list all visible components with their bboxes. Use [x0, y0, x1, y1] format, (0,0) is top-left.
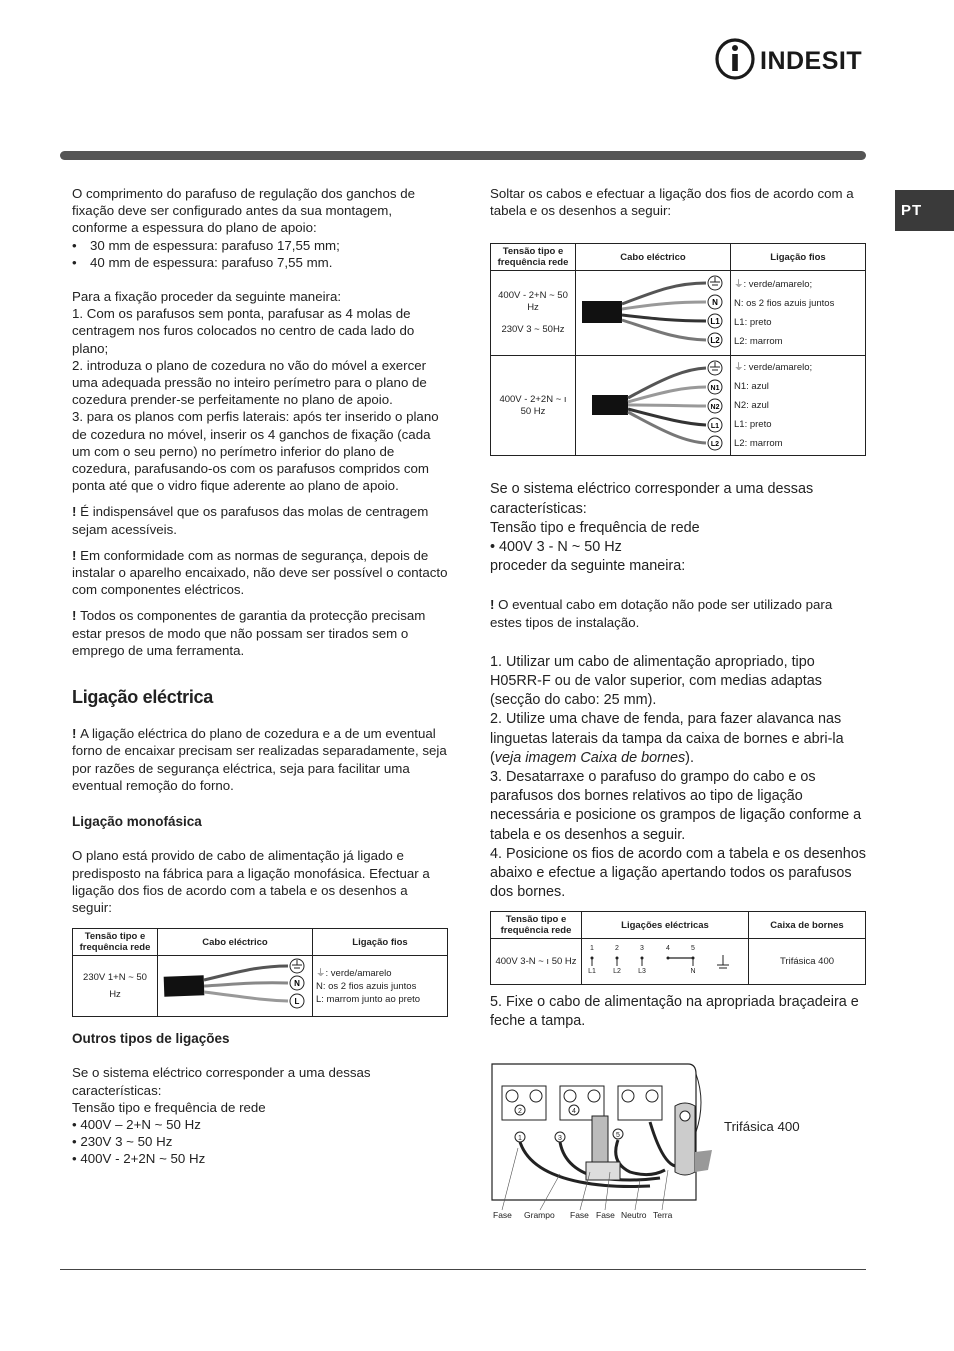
- terminal-label: N1: [710, 384, 720, 392]
- cable-drawing-cell: [576, 356, 731, 456]
- terminal-label: N: [712, 298, 718, 308]
- svg-text:3: 3: [558, 1135, 562, 1142]
- terminal-diagram-cell: [582, 939, 749, 984]
- note: ! Todos os componentes de garantia da protecção precisam estar presos de modo que não possam ser tirados sem o emprego de uma ferramenta.: [72, 608, 426, 658]
- table-header: Ligação fios: [313, 929, 448, 956]
- wires-cell: ⏚: verde/amarelo; N: os 2 fios azuis juntos L1: preto L2: marrom: [731, 271, 866, 356]
- paragraph: 3. para os planos com perfis laterais: após ter inserido o plano de cozedura no móvel, inserir os 4 ganchos de fixação (cada um com o seu perno) no perímetro inferior do plano de cozedura, parafusando-os com os parafusos compridos com ponta até que o vidro fique aderente ao plano de apoio.: [72, 409, 439, 494]
- terminal-label: L1: [710, 422, 720, 430]
- svg-text:1: 1: [590, 945, 594, 953]
- paragraph: Para a fixação proceder da seguinte maneira:: [72, 289, 342, 305]
- note: ! É indispensável que os parafusos das molas de centragem sejam acessíveis.: [72, 504, 429, 537]
- step: 2. Utilize uma chave de fenda, para fazer alavanca nas linguetas laterais da tampa da caixa de bornes e abri-la (veja imagem Caixa de bornes).: [490, 711, 844, 766]
- terminal-table: [490, 911, 866, 984]
- cable-drawing: [576, 271, 728, 355]
- svg-text:4: 4: [666, 945, 670, 953]
- list-item: • 40 mm de espessura: parafuso 7,55 mm.: [72, 254, 333, 270]
- svg-text:1: 1: [518, 1135, 522, 1142]
- step: 1. Utilizar um cabo de alimentação apropriado, tipo H05RR-F ou de valor superior, com medias adaptas (secção do cabo: 25 mm).: [490, 653, 822, 709]
- paragraph: Tensão tipo e frequência de rede: [490, 519, 700, 536]
- list-item: • 230V 3 ~ 50 Hz: [72, 1134, 173, 1150]
- terminal-label: L2: [710, 336, 720, 346]
- paragraph: Se o sistema eléctrico corresponder a uma dessas características:: [490, 481, 814, 517]
- cable-drawing-cell: [576, 271, 731, 356]
- terminal-label: N2: [710, 403, 720, 411]
- svg-text:4: 4: [572, 1108, 576, 1115]
- right-column: [490, 185, 866, 1031]
- cable-drawing: [576, 357, 728, 455]
- terminal-box-figure: [490, 1062, 716, 1222]
- subsection-title: Ligação monofásica: [72, 814, 202, 830]
- paragraph: Tensão tipo e frequência de rede: [72, 1099, 266, 1115]
- brand-text: INDESIT: [760, 47, 863, 75]
- section-title: Ligação eléctrica: [72, 687, 213, 708]
- language-tab: PT: [895, 190, 954, 231]
- figure-callout: Terra: [653, 1210, 673, 1220]
- cable-drawing: [158, 956, 310, 1016]
- step: 3. Desatarraxe o parafuso do grampo do cabo e os parafusos dos bornes relativos ao tipo de ligação necessária e posicione os grampos de ligação conforme a tabela e os desenhos a seguir.: [490, 769, 862, 843]
- svg-text:2: 2: [518, 1108, 522, 1115]
- figure-callout: Fase: [596, 1210, 615, 1220]
- table-header: Tensão tipo e frequência rede: [73, 929, 158, 956]
- table-header: Tensão tipo e frequência rede: [491, 912, 582, 939]
- svg-text:3: 3: [640, 945, 644, 953]
- svg-text:5: 5: [691, 945, 695, 953]
- subsection-title: Outros tipos de ligações: [72, 1031, 230, 1047]
- table-header: Cabo eléctrico: [576, 244, 731, 271]
- step: 5. Fixe o cabo de alimentação na apropriada braçadeira e feche a tampa.: [490, 993, 859, 1029]
- earth-icon: ⏚: [734, 362, 744, 374]
- table-header: Ligações eléctricas: [582, 912, 749, 939]
- list-item: • 30 mm de espessura: parafuso 17,55 mm;: [72, 237, 340, 253]
- table-cell: Trifásica 400: [749, 939, 866, 984]
- table-cell: 400V - 2+N ~ 50 Hz 230V 3 ~ 50Hz: [491, 271, 576, 356]
- note: ! Em conformidade com as normas de segurança, depois de instalar o aparelho encaixado, não deve ser possível o contacto com componentes eléctricos.: [72, 547, 448, 598]
- svg-text:N: N: [690, 968, 696, 976]
- bottom-rule: [60, 1269, 866, 1270]
- paragraph: O plano está provido de cabo de alimentação já ligado e predisposto na fábrica para a ligação monofásica. Efectuar a ligação dos fios de acordo com a tabela e os desenhos a seguir:: [72, 848, 430, 915]
- step: 4. Posicione os fios de acordo com a tabela e os desenhos abaixo e efectue a ligação apertando todos os parafusos dos bornes.: [490, 845, 866, 901]
- terminal-label: L2: [710, 440, 720, 448]
- paragraph: 1. Com os parafusos sem ponta, parafusar as 4 molas de centragem nos furos colocados no centro de cada lado do plano;: [72, 306, 415, 356]
- figure-callout: Grampo: [524, 1210, 555, 1220]
- terminal-diagram: [582, 939, 746, 977]
- table-header: Ligação fios: [731, 244, 866, 271]
- note: ! O eventual cabo em dotação não pode ser utilizado para estes tipos de instalação.: [490, 597, 833, 630]
- figure-callout: Neutro: [621, 1210, 647, 1220]
- top-bar: [60, 151, 866, 160]
- svg-text:2: 2: [615, 945, 619, 953]
- table-header: Caixa de bornes: [749, 912, 866, 939]
- table-cell: 400V - 2+2N ~ ı 50 Hz: [491, 356, 576, 456]
- svg-text:L1: L1: [588, 968, 596, 976]
- table-cell: 230V 1+N ~ 50 Hz: [73, 956, 158, 1017]
- paragraph: Soltar os cabos e efectuar a ligação dos fios de acordo com a tabela e os desenhos a seguir:: [490, 186, 854, 219]
- svg-text:5: 5: [616, 1132, 620, 1139]
- figure-label: Trifásica 400: [724, 1119, 800, 1134]
- connections-table: [490, 243, 866, 456]
- list-item: • 400V 3 - N ~ 50 Hz: [490, 539, 622, 556]
- paragraph: Se o sistema eléctrico corresponder a uma dessas características:: [72, 1065, 371, 1098]
- terminal-label: L1: [710, 317, 720, 327]
- earth-icon: ⏚: [734, 279, 744, 291]
- left-column: [72, 185, 448, 1168]
- table-header: Cabo eléctrico: [158, 929, 313, 956]
- mono-table: [72, 928, 448, 1017]
- figure-callout: Fase: [493, 1210, 512, 1220]
- svg-text:L2: L2: [613, 968, 621, 976]
- note: ! A ligação eléctrica do plano de cozedura e a de um eventual forno de encaixar precisam ser realizadas separadamente, seja por razões de segurança eléctrica, seja para facilitar uma eventual remoção do forno.: [72, 726, 447, 793]
- earth-icon: ⏚: [316, 967, 326, 979]
- svg-text:L3: L3: [638, 968, 646, 976]
- terminal-label: L: [294, 997, 300, 1007]
- list-item: • 400V - 2+2N ~ 50 Hz: [72, 1151, 206, 1167]
- terminal-label: N: [294, 979, 300, 989]
- wires-cell: ⏚: verde/amarelo N: os 2 fios azuis juntos L: marrom junto ao preto: [313, 956, 448, 1017]
- list-item: • 400V – 2+N ~ 50 Hz: [72, 1116, 201, 1132]
- paragraph: proceder da seguinte maneira:: [490, 558, 686, 575]
- cable-drawing-cell: [158, 956, 313, 1017]
- table-header: Tensão tipo e frequência rede: [491, 244, 576, 271]
- figure-callout: Fase: [570, 1210, 589, 1220]
- wires-cell: ⏚: verde/amarelo; N1: azul N2: azul L1: preto L2: marrom: [731, 356, 866, 456]
- indesit-logo: [714, 36, 874, 82]
- paragraph: 2. introduza o plano de cozedura no vão do móvel a exercer uma adequada pressão no inteiro perímetro para o plano de cozedura prender-se perfeitamente no plano de apoio.: [72, 357, 427, 408]
- table-cell: 400V 3-N ~ ı 50 Hz: [491, 939, 582, 984]
- paragraph: O comprimento do parafuso de regulação dos ganchos de fixação deve ser configurado antes da sua montagem, conforme a espessura do plano de apoio:: [72, 186, 415, 236]
